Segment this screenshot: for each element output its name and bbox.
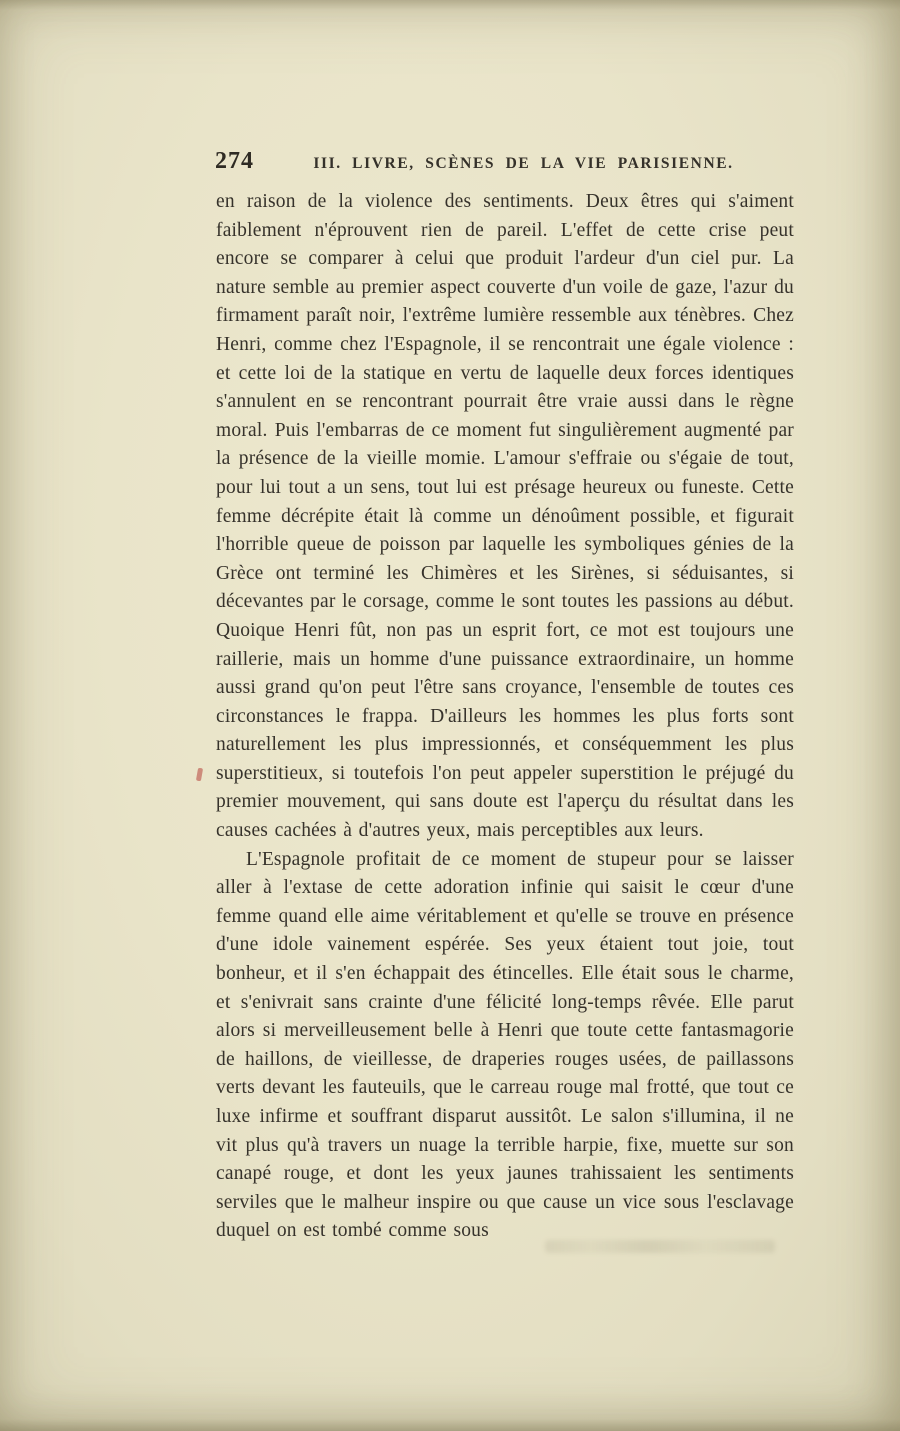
page-edge-shade-top bbox=[0, 0, 900, 10]
page-header bbox=[215, 148, 793, 175]
page-number: 274 bbox=[215, 148, 254, 174]
running-title: III. LIVRE, SCÈNES DE LA VIE PARISIENNE. bbox=[313, 155, 734, 172]
page-body-text bbox=[216, 188, 794, 1246]
paragraph: L'Espagnole profitait de ce moment de stupeur pour se laisser aller à l'extase de cette adoration infinie qui saisit le cœur d'une femme quand elle aime véritablement et qu'elle se trouve en présence d'une idole vainement espérée. Ses yeux étaient tout joie, tout bonheur, et il s'en échappait des étincelles. Elle était sous le charme, et s'enivrait sans crainte d'une félicité long-temps rêvée. Elle parut alors si merveilleusement belle à Henri que toute cette fantasmagorie de haillons, de vieillesse, de draperies rouges usées, de paillassons verts devant les fauteuils, que le carreau rouge mal frotté, que tout ce luxe infirme et souffrant disparut aussitôt. Le salon s'illumina, il ne vit plus qu'à travers un nuage la terrible harpie, fixe, muette sur son canapé rouge, et dont les yeux jaunes trahissaient les sentiments serviles que le malheur inspire ou que cause un vice sous l'esclavage duquel on est tombé comme sous bbox=[216, 848, 794, 1242]
show-through-smudge bbox=[545, 1240, 775, 1253]
paragraph-continued: en raison de la violence des sentiments. Deux êtres qui s'aiment faiblement n'éprouvent rien de pareil. L'effet de cette crise peut encore se comparer à celui que produit l'ardeur d'un ciel pur. La nature semble au premier aspect couverte d'un voile de gaze, l'azur du firmament paraît noir, l'extrême lumière ressemble aux ténèbres. Chez Henri, comme chez l'Espagnole, il se rencontrait une égale violence : et cette loi de la statique en vertu de laquelle deux forces identiques s'annulent en se rencontrant pourrait être vraie aussi dans le règne moral. Puis l'embarras de ce moment fut singulièrement augmenté par la présence de la vieille momie. L'amour s'effraie ou s'égaie de tout, pour lui tout a un sens, tout lui est présage heureux ou funeste. Cette femme décrépite était là comme un dénoûment possible, et figurait l'horrible queue de poisson par laquelle les symboliques génies de la Grèce ont terminé les Chimères et les Sirènes, si séduisantes, si décevantes par le corsage, comme le sont toutes les passions au début. Quoique Henri fût, non pas un esprit fort, ce mot est toujours une raillerie, mais un homme d'une puissance extraordinaire, un homme aussi grand qu'on peut l'être sans croyance, l'ensemble de toutes ces circonstances le frappa. D'ailleurs les hommes les plus forts sont naturellement les plus impressionnés, et conséquemment les plus superstitieux, si toutefois l'on peut appeler superstition le préjugé du premier mouvement, qui sans doute est l'aperçu du résultat dans les causes cachées à d'autres yeux, mais perceptibles aux leurs. bbox=[216, 191, 794, 842]
page-edge-shade-bottom bbox=[0, 1419, 900, 1431]
red-ink-speck bbox=[196, 768, 203, 782]
